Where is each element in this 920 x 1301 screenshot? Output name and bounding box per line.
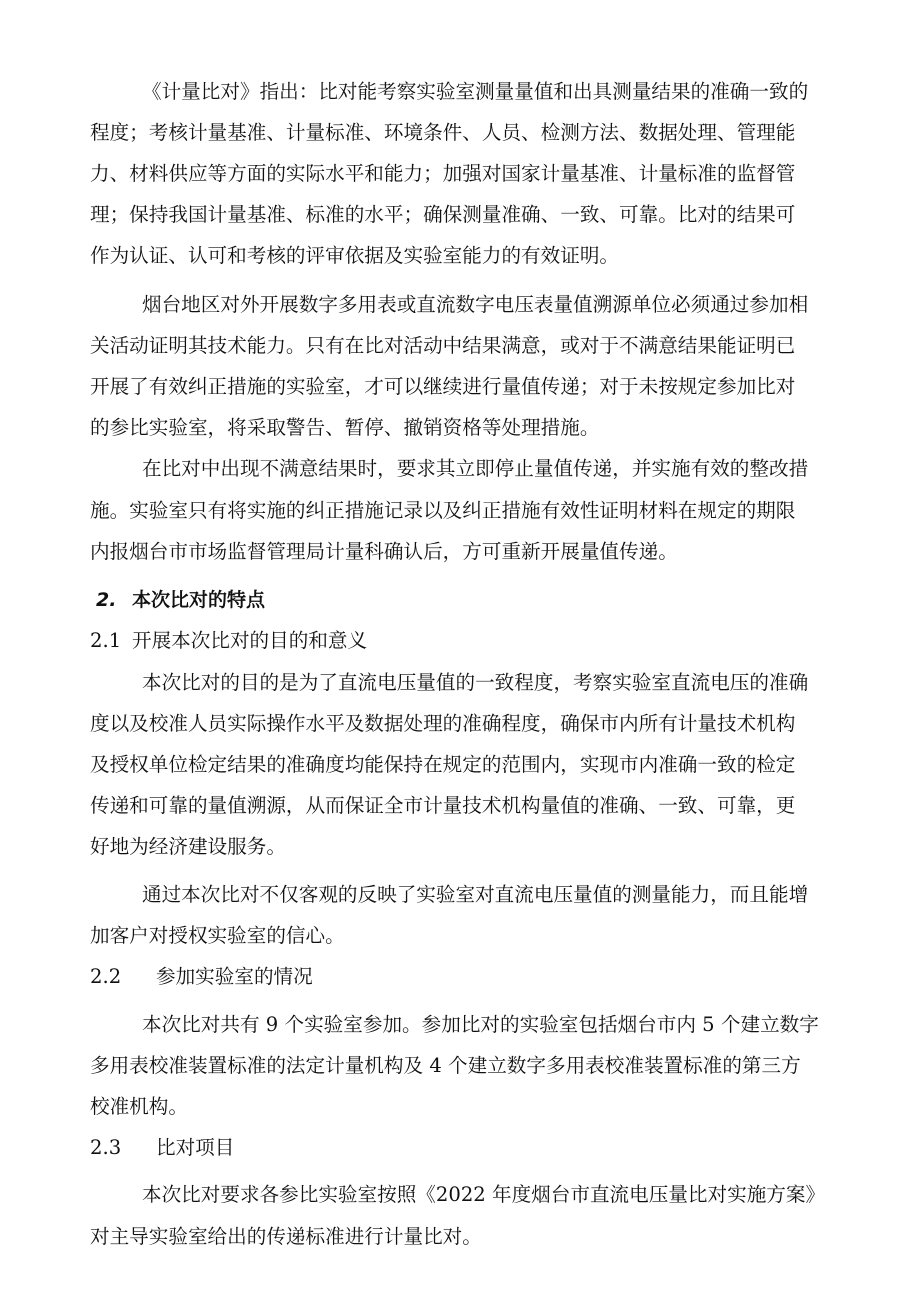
subsection-heading-2-2 bbox=[90, 963, 313, 991]
subsection-title: 开展本次比对的目的和意义 bbox=[132, 629, 368, 652]
subsection-heading-2-1 bbox=[90, 627, 367, 655]
paragraph-line: 通过本次比对不仅客观的反映了实验室对直流电压量值的测量能力，而且能增 bbox=[142, 883, 809, 906]
paragraph-line: 内报烟台市市场监督管理局计量科确认后，方可重新开展量值传递。 bbox=[90, 540, 678, 563]
paragraph-line: 好地为经济建设服务。 bbox=[90, 835, 286, 858]
paragraph-line: 本次比对的目的是为了直流电压量值的一致程度，考察实验室直流电压的准确 bbox=[142, 671, 809, 694]
section-title: 本次比对的特点 bbox=[132, 589, 266, 611]
paragraph-line: 本次比对要求各参比实验室按照《2022 年度烟台市直流电压量比对实施方案》 bbox=[142, 1183, 826, 1206]
subsection-heading-2-3 bbox=[90, 1134, 234, 1162]
paragraph-line: 对主导实验室给出的传递标准进行计量比对。 bbox=[90, 1225, 482, 1248]
paragraph-line: 多用表校准装置标准的法定计量机构及 4 个建立数字多用表校准装置标准的第三方 bbox=[90, 1054, 801, 1077]
section-heading-2 bbox=[96, 586, 265, 614]
paragraph-line: 及授权单位检定结果的准确度均能保持在规定的范围内，实现市内准确一致的检定 bbox=[90, 753, 796, 776]
paragraph-line: 关活动证明其技术能力。只有在比对活动中结果满意，或对于不满意结果能证明已 bbox=[90, 334, 796, 357]
paragraph-line: 理；保持我国计量基准、标准的水平；确保测量准确、一致、可靠。比对的结果可 bbox=[90, 203, 796, 226]
subsection-number: 2.1 bbox=[90, 629, 122, 652]
paragraph-line: 校准机构。 bbox=[90, 1095, 188, 1118]
paragraph-line: 本次比对共有 9 个实验室参加。参加比对的实验室包括烟台市内 5 个建立数字 bbox=[142, 1013, 819, 1036]
paragraph-line: 烟台地区对外开展数字多用表或直流数字电压表量值溯源单位必须通过参加相 bbox=[142, 293, 809, 316]
subsection-number: 2.3 bbox=[90, 1136, 122, 1159]
subsection-title: 比对项目 bbox=[156, 1136, 235, 1159]
paragraph-line: 开展了有效纠正措施的实验室，才可以继续进行量值传递；对于未按规定参加比对 bbox=[90, 375, 796, 398]
paragraph-line: 加客户对授权实验室的信心。 bbox=[90, 924, 345, 947]
paragraph-line: 程度；考核计量基准、计量标准、环境条件、人员、检测方法、数据处理、管理能 bbox=[90, 121, 796, 144]
paragraph-line: 《计量比对》指出：比对能考察实验室测量量值和出具测量结果的准确一致的 bbox=[142, 80, 809, 103]
paragraph-line: 作为认证、认可和考核的评审依据及实验室能力的有效证明。 bbox=[90, 244, 620, 267]
paragraph-line: 传递和可靠的量值溯源，从而保证全市计量技术机构量值的准确、一致、可靠，更 bbox=[90, 794, 796, 817]
paragraph-line: 施。实验室只有将实施的纠正措施记录以及纠正措施有效性证明材料在规定的期限 bbox=[90, 499, 796, 522]
paragraph-line: 力、材料供应等方面的实际水平和能力；加强对国家计量基准、计量标准的监督管 bbox=[90, 162, 796, 185]
section-number: 2. bbox=[96, 589, 117, 611]
subsection-title: 参加实验室的情况 bbox=[156, 965, 313, 988]
paragraph-line: 的参比实验室，将采取警告、暂停、撤销资格等处理措施。 bbox=[90, 416, 600, 439]
paragraph-line: 度以及校准人员实际操作水平及数据处理的准确程度，确保市内所有计量技术机构 bbox=[90, 712, 796, 735]
paragraph-line: 在比对中出现不满意结果时，要求其立即停止量值传递，并实施有效的整改措 bbox=[142, 457, 809, 480]
subsection-number: 2.2 bbox=[90, 965, 122, 988]
